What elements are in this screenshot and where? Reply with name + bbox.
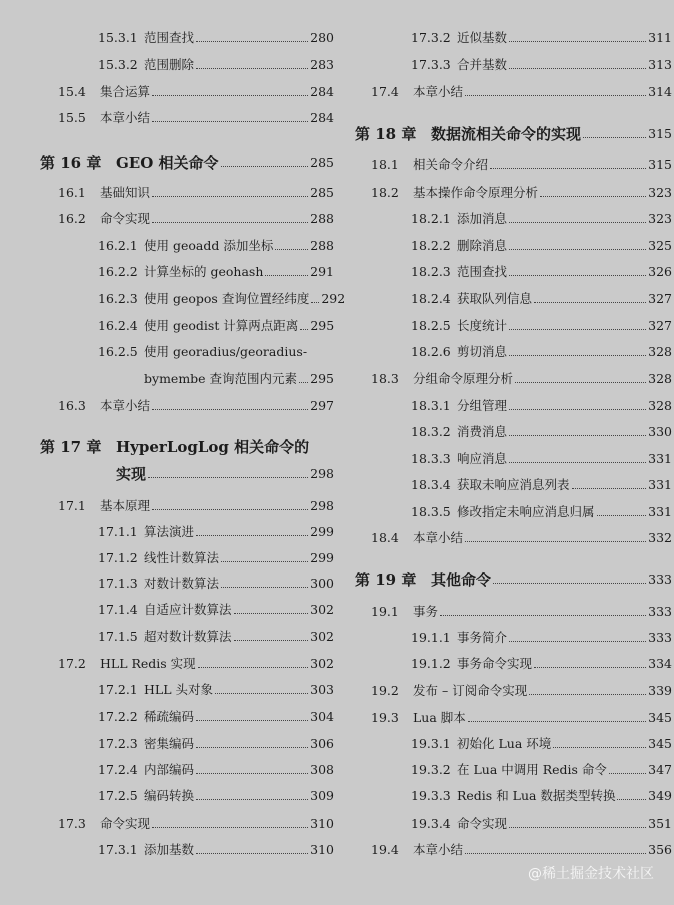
section-title: HLL Redis 实现 — [100, 656, 196, 671]
dot-leader — [196, 773, 308, 774]
section-title: 事务命令实现 — [457, 656, 533, 671]
dot-leader — [515, 382, 646, 383]
page-number: 303 — [310, 682, 334, 697]
page-number: 280 — [310, 30, 334, 45]
toc-entry — [58, 201, 334, 227]
section-title: 编码转换 — [144, 788, 195, 803]
section-title: 添加消息 — [457, 211, 508, 226]
toc-entry — [411, 201, 672, 227]
dot-leader — [275, 249, 308, 250]
toc-entry — [371, 147, 672, 173]
section-title: 使用 geopos 查询位置经纬度 — [144, 291, 310, 306]
section-title: 响应消息 — [457, 451, 508, 466]
toc-entry — [411, 494, 672, 520]
page-number: 299 — [310, 550, 334, 565]
dot-leader — [221, 587, 308, 588]
dot-leader — [553, 747, 646, 748]
section-title: 修改指定未响应消息归属 — [457, 504, 595, 519]
dot-leader — [196, 41, 308, 42]
chapter-number: 第 16 章 — [40, 154, 102, 172]
section-title: 密集编码 — [144, 736, 195, 751]
page-number: 302 — [310, 602, 334, 617]
toc-entry — [116, 456, 334, 482]
page-number: 292 — [321, 291, 346, 306]
section-title: 本章小结 — [413, 530, 464, 545]
dot-leader — [299, 382, 308, 383]
toc-entry — [355, 116, 672, 142]
section-number: 19.3.4 — [411, 816, 451, 831]
dot-leader — [152, 409, 308, 410]
page-number: 330 — [648, 424, 672, 439]
section-number: 18.3.2 — [411, 424, 451, 439]
dot-leader — [490, 168, 646, 169]
page-number: 325 — [648, 238, 672, 253]
page-number: 304 — [310, 709, 334, 724]
dot-leader — [196, 535, 308, 536]
section-number: 17.2.3 — [98, 736, 138, 751]
section-number: 17.2.1 — [98, 682, 138, 697]
chapter-number: 第 17 章 — [40, 438, 102, 456]
toc-entry — [98, 228, 334, 254]
dot-leader — [572, 488, 647, 489]
section-title: Lua 脚本 — [413, 710, 466, 725]
toc-entry — [371, 520, 672, 546]
section-number: 17.3.3 — [411, 57, 451, 72]
toc-entry — [371, 175, 672, 201]
section-title: 消费消息 — [457, 424, 508, 439]
toc-entry — [98, 832, 334, 858]
page-number: 310 — [310, 842, 334, 857]
toc-entry — [371, 361, 672, 387]
dot-leader — [152, 121, 308, 122]
page-number: 299 — [310, 524, 334, 539]
dot-leader — [509, 355, 646, 356]
toc-entry — [98, 619, 334, 645]
page-number: 298 — [310, 498, 334, 513]
page-number: 349 — [648, 788, 672, 803]
toc-entry — [411, 441, 672, 467]
page-number: 288 — [310, 211, 334, 226]
toc-entry — [411, 254, 672, 280]
dot-leader — [300, 329, 308, 330]
section-number: 18.2.2 — [411, 238, 451, 253]
page-number: 339 — [648, 683, 672, 698]
chapter-title: 其他命令 — [431, 571, 492, 589]
toc-entry — [98, 540, 334, 566]
section-title: 添加基数 — [144, 842, 195, 857]
toc-entry — [411, 752, 672, 778]
toc-entry — [371, 673, 672, 699]
section-number: 16.3 — [58, 398, 86, 413]
dot-leader — [509, 641, 646, 642]
section-number: 18.2.1 — [411, 211, 451, 226]
section-number: 17.2.5 — [98, 788, 138, 803]
page-number: 298 — [310, 466, 334, 481]
toc-entry — [58, 646, 334, 672]
page-number: 326 — [648, 264, 672, 279]
dot-leader — [152, 222, 308, 223]
page-number: 323 — [648, 211, 672, 226]
page-number: 333 — [648, 604, 672, 619]
section-number: 15.4 — [58, 84, 86, 99]
page-number: 310 — [310, 816, 334, 831]
section-number: 16.2.2 — [98, 264, 138, 279]
section-number: 15.5 — [58, 110, 86, 125]
section-title: 线性计数算法 — [144, 550, 220, 565]
toc-entry — [98, 566, 334, 592]
section-number: 19.1.2 — [411, 656, 451, 671]
page-number: 327 — [648, 318, 672, 333]
page-number: 332 — [648, 530, 672, 545]
section-number: 17.2.2 — [98, 709, 138, 724]
dot-leader — [152, 196, 308, 197]
page-number: 295 — [310, 318, 335, 333]
dot-leader — [493, 583, 646, 584]
page-number: 308 — [310, 762, 334, 777]
section-number: 16.2.4 — [98, 318, 138, 333]
page-number: 345 — [648, 710, 672, 725]
chapter-number: 第 19 章 — [355, 571, 417, 589]
toc-entry — [411, 20, 672, 46]
dot-leader — [509, 827, 646, 828]
dot-leader — [465, 95, 646, 96]
page-number: 351 — [648, 816, 672, 831]
section-title: 本章小结 — [100, 110, 151, 125]
section-title: 删除消息 — [457, 238, 508, 253]
dot-leader — [198, 667, 308, 668]
dot-leader — [509, 435, 646, 436]
dot-leader — [534, 667, 646, 668]
dot-leader — [509, 41, 646, 42]
section-number: 17.1.2 — [98, 550, 138, 565]
toc-entry — [411, 778, 672, 804]
page-number: 311 — [648, 30, 672, 45]
section-number: 16.1 — [58, 185, 86, 200]
section-number: 17.3 — [58, 816, 86, 831]
section-title: 范围查找 — [457, 264, 508, 279]
section-title: 命令实现 — [100, 816, 151, 831]
toc-entry — [58, 74, 334, 100]
toc-entry — [98, 699, 334, 725]
section-number: 17.1.3 — [98, 576, 138, 591]
section-number: 18.4 — [371, 530, 399, 545]
section-title: 计算坐标的 geohash — [144, 264, 264, 279]
section-title: 近似基数 — [457, 30, 508, 45]
toc-entry — [411, 308, 672, 334]
toc-entry — [98, 281, 346, 307]
dot-leader — [509, 275, 646, 276]
toc-entry — [371, 832, 672, 858]
section-number: 17.3.1 — [98, 842, 138, 857]
toc-entry — [98, 514, 334, 540]
toc-entry — [411, 334, 672, 360]
dot-leader — [234, 613, 309, 614]
page-number: 297 — [310, 398, 334, 413]
dot-leader — [265, 275, 308, 276]
section-number: 16.2.1 — [98, 238, 138, 253]
page-number: 356 — [648, 842, 672, 857]
section-number: 18.1 — [371, 157, 399, 172]
page-number: 347 — [648, 762, 672, 777]
dot-leader — [529, 694, 646, 695]
toc-entry — [411, 47, 672, 73]
page-number: 314 — [648, 84, 672, 99]
section-number: 18.3.1 — [411, 398, 451, 413]
toc-entry — [40, 429, 334, 455]
section-number: 19.3.3 — [411, 788, 451, 803]
toc-entry — [98, 334, 334, 360]
section-title: 集合运算 — [100, 84, 151, 99]
dot-leader — [509, 409, 646, 410]
section-number: 18.2.5 — [411, 318, 451, 333]
chapter-number: 第 18 章 — [355, 125, 417, 143]
page-number: 313 — [648, 57, 672, 72]
section-title: bymembe 查询范围内元素 — [144, 371, 298, 386]
toc-entry — [58, 388, 334, 414]
section-title: 合并基数 — [457, 57, 508, 72]
section-number: 18.3.4 — [411, 477, 451, 492]
page-number: 288 — [310, 238, 334, 253]
toc-entry — [411, 281, 672, 307]
dot-leader — [509, 222, 646, 223]
dot-leader — [597, 515, 647, 516]
dot-leader — [152, 95, 308, 96]
section-number: 19.2 — [371, 683, 399, 698]
toc-entry — [98, 672, 334, 698]
section-number: 19.4 — [371, 842, 399, 857]
toc-entry — [411, 467, 672, 493]
section-number: 17.4 — [371, 84, 399, 99]
section-number: 18.2.6 — [411, 344, 451, 359]
toc-entry — [98, 254, 334, 280]
section-title: 范围查找 — [144, 30, 195, 45]
section-title: 超对数计数算法 — [144, 629, 232, 644]
section-title: 使用 geodist 计算两点距离 — [144, 318, 299, 333]
page-number: 331 — [648, 504, 672, 519]
dot-leader — [215, 693, 308, 694]
section-number: 17.1 — [58, 498, 86, 513]
dot-leader — [468, 721, 646, 722]
section-title: 获取队列信息 — [457, 291, 533, 306]
dot-leader — [221, 166, 309, 167]
section-number: 19.3.1 — [411, 736, 451, 751]
dot-leader — [540, 196, 646, 197]
toc-entry — [98, 308, 334, 334]
section-title: 本章小结 — [100, 398, 151, 413]
section-number: 19.3.2 — [411, 762, 451, 777]
section-title: 使用 geoadd 添加坐标 — [144, 238, 274, 253]
page-number: 333 — [648, 630, 672, 645]
section-title: 对数计数算法 — [144, 576, 220, 591]
section-title: 剪切消息 — [457, 344, 508, 359]
dot-leader — [465, 541, 646, 542]
page-number: 328 — [648, 371, 672, 386]
toc-entry — [98, 726, 334, 752]
section-title: 分组命令原理分析 — [413, 371, 514, 386]
page-number: 328 — [648, 344, 672, 359]
chapter-title: 数据流相关命令的实现 — [431, 125, 582, 143]
dot-leader — [196, 747, 308, 748]
page-number: 331 — [648, 451, 672, 466]
section-title: 发布 – 订阅命令实现 — [413, 683, 528, 698]
toc-entry — [98, 20, 334, 46]
section-title: 事务 — [413, 604, 439, 619]
dot-leader — [196, 68, 308, 69]
section-number: 19.3 — [371, 710, 399, 725]
page-number: 300 — [310, 576, 334, 591]
section-number: 15.3.1 — [98, 30, 138, 45]
toc-entry — [411, 646, 672, 672]
section-number: 17.1.5 — [98, 629, 138, 644]
page-number: 331 — [648, 477, 672, 492]
dot-leader — [465, 853, 646, 854]
page-number: 285 — [310, 155, 334, 170]
dot-leader — [221, 561, 308, 562]
toc-entry — [371, 700, 672, 726]
section-title: 内部编码 — [144, 762, 195, 777]
section-title: 算法演进 — [144, 524, 195, 539]
section-number: 18.3.3 — [411, 451, 451, 466]
dot-leader — [509, 462, 646, 463]
toc-entry — [371, 594, 672, 620]
dot-leader — [440, 615, 646, 616]
dot-leader — [509, 329, 646, 330]
page-number: 283 — [310, 57, 334, 72]
page-number: 285 — [310, 185, 334, 200]
chapter-title: GEO 相关命令 — [116, 154, 219, 172]
dot-leader — [196, 853, 308, 854]
page-number: 295 — [310, 371, 334, 386]
section-number: 17.2 — [58, 656, 86, 671]
page-number: 315 — [648, 126, 672, 141]
toc-entry — [58, 100, 334, 126]
toc-entry — [411, 620, 672, 646]
dot-leader — [609, 773, 646, 774]
section-number: 17.1.1 — [98, 524, 138, 539]
toc-entry — [98, 778, 334, 804]
section-title: 相关命令介绍 — [413, 157, 489, 172]
toc-entry — [411, 726, 672, 752]
section-title: 本章小结 — [413, 84, 464, 99]
toc-entry — [98, 592, 334, 618]
page-number: 327 — [648, 291, 672, 306]
section-title: 分组管理 — [457, 398, 508, 413]
section-number: 18.2.3 — [411, 264, 451, 279]
section-title: 获取未响应消息列表 — [457, 477, 570, 492]
dot-leader — [534, 302, 646, 303]
section-number: 19.1 — [371, 604, 399, 619]
chapter-title: HyperLogLog 相关命令的 — [116, 438, 310, 456]
section-title: 自适应计数算法 — [144, 602, 232, 617]
dot-leader — [152, 509, 308, 510]
section-number: 17.1.4 — [98, 602, 138, 617]
page-number: 323 — [648, 185, 672, 200]
page-number: 291 — [310, 264, 334, 279]
watermark-text: @稀土掘金技术社区 — [528, 866, 654, 882]
page-number: 315 — [648, 157, 672, 172]
dot-leader — [617, 799, 646, 800]
dot-leader — [234, 640, 309, 641]
toc-entry — [144, 361, 334, 387]
section-title: 在 Lua 中调用 Redis 命令 — [457, 762, 607, 777]
dot-leader — [509, 249, 646, 250]
toc-entry — [411, 228, 672, 254]
section-title: 基本操作命令原理分析 — [413, 185, 539, 200]
section-title: 命令实现 — [100, 211, 151, 226]
toc-entry — [411, 806, 672, 832]
dot-leader — [196, 720, 308, 721]
section-number: 18.3.5 — [411, 504, 451, 519]
section-number: 16.2 — [58, 211, 86, 226]
section-title: 基础知识 — [100, 185, 151, 200]
page-number: 284 — [310, 84, 334, 99]
dot-leader — [583, 137, 646, 138]
chapter-title: 实现 — [116, 465, 147, 483]
section-number: 18.3 — [371, 371, 399, 386]
toc-entry — [98, 752, 334, 778]
toc-entry — [98, 47, 334, 73]
section-number: 17.2.4 — [98, 762, 138, 777]
page-number: 309 — [310, 788, 334, 803]
section-title: 初始化 Lua 环境 — [457, 736, 552, 751]
dot-leader — [196, 799, 308, 800]
toc-entry — [40, 145, 334, 171]
section-number: 16.2.5 — [98, 344, 138, 359]
page-number: 302 — [310, 656, 334, 671]
dot-leader — [152, 827, 308, 828]
page-number: 284 — [310, 110, 334, 125]
toc-entry — [58, 488, 334, 514]
section-number: 18.2 — [371, 185, 399, 200]
toc-entry — [371, 74, 672, 100]
section-title: 基本原理 — [100, 498, 151, 513]
section-title: 稀疏编码 — [144, 709, 195, 724]
toc-entry — [58, 175, 334, 201]
dot-leader — [311, 302, 319, 303]
page-number: 328 — [648, 398, 672, 413]
page-number: 302 — [310, 629, 334, 644]
toc-entry — [411, 388, 672, 414]
page-number: 334 — [648, 656, 672, 671]
section-number: 15.3.2 — [98, 57, 138, 72]
section-number: 16.2.3 — [98, 291, 138, 306]
section-title: HLL 头对象 — [144, 682, 213, 697]
page-number: 306 — [310, 736, 334, 751]
section-title: 长度统计 — [457, 318, 508, 333]
section-title: 使用 georadius/georadius- — [144, 344, 308, 359]
dot-leader — [148, 477, 308, 478]
section-title: Redis 和 Lua 数据类型转换 — [457, 788, 616, 803]
section-number: 18.2.4 — [411, 291, 451, 306]
section-title: 事务简介 — [457, 630, 508, 645]
section-title: 范围删除 — [144, 57, 195, 72]
dot-leader — [509, 68, 646, 69]
page-number: 333 — [648, 572, 672, 587]
section-number: 17.3.2 — [411, 30, 451, 45]
section-title: 命令实现 — [457, 816, 508, 831]
toc-entry — [355, 562, 672, 588]
toc-entry — [411, 414, 672, 440]
section-number: 19.1.1 — [411, 630, 451, 645]
page-number: 345 — [648, 736, 672, 751]
section-title: 本章小结 — [413, 842, 464, 857]
toc-entry — [58, 806, 334, 832]
